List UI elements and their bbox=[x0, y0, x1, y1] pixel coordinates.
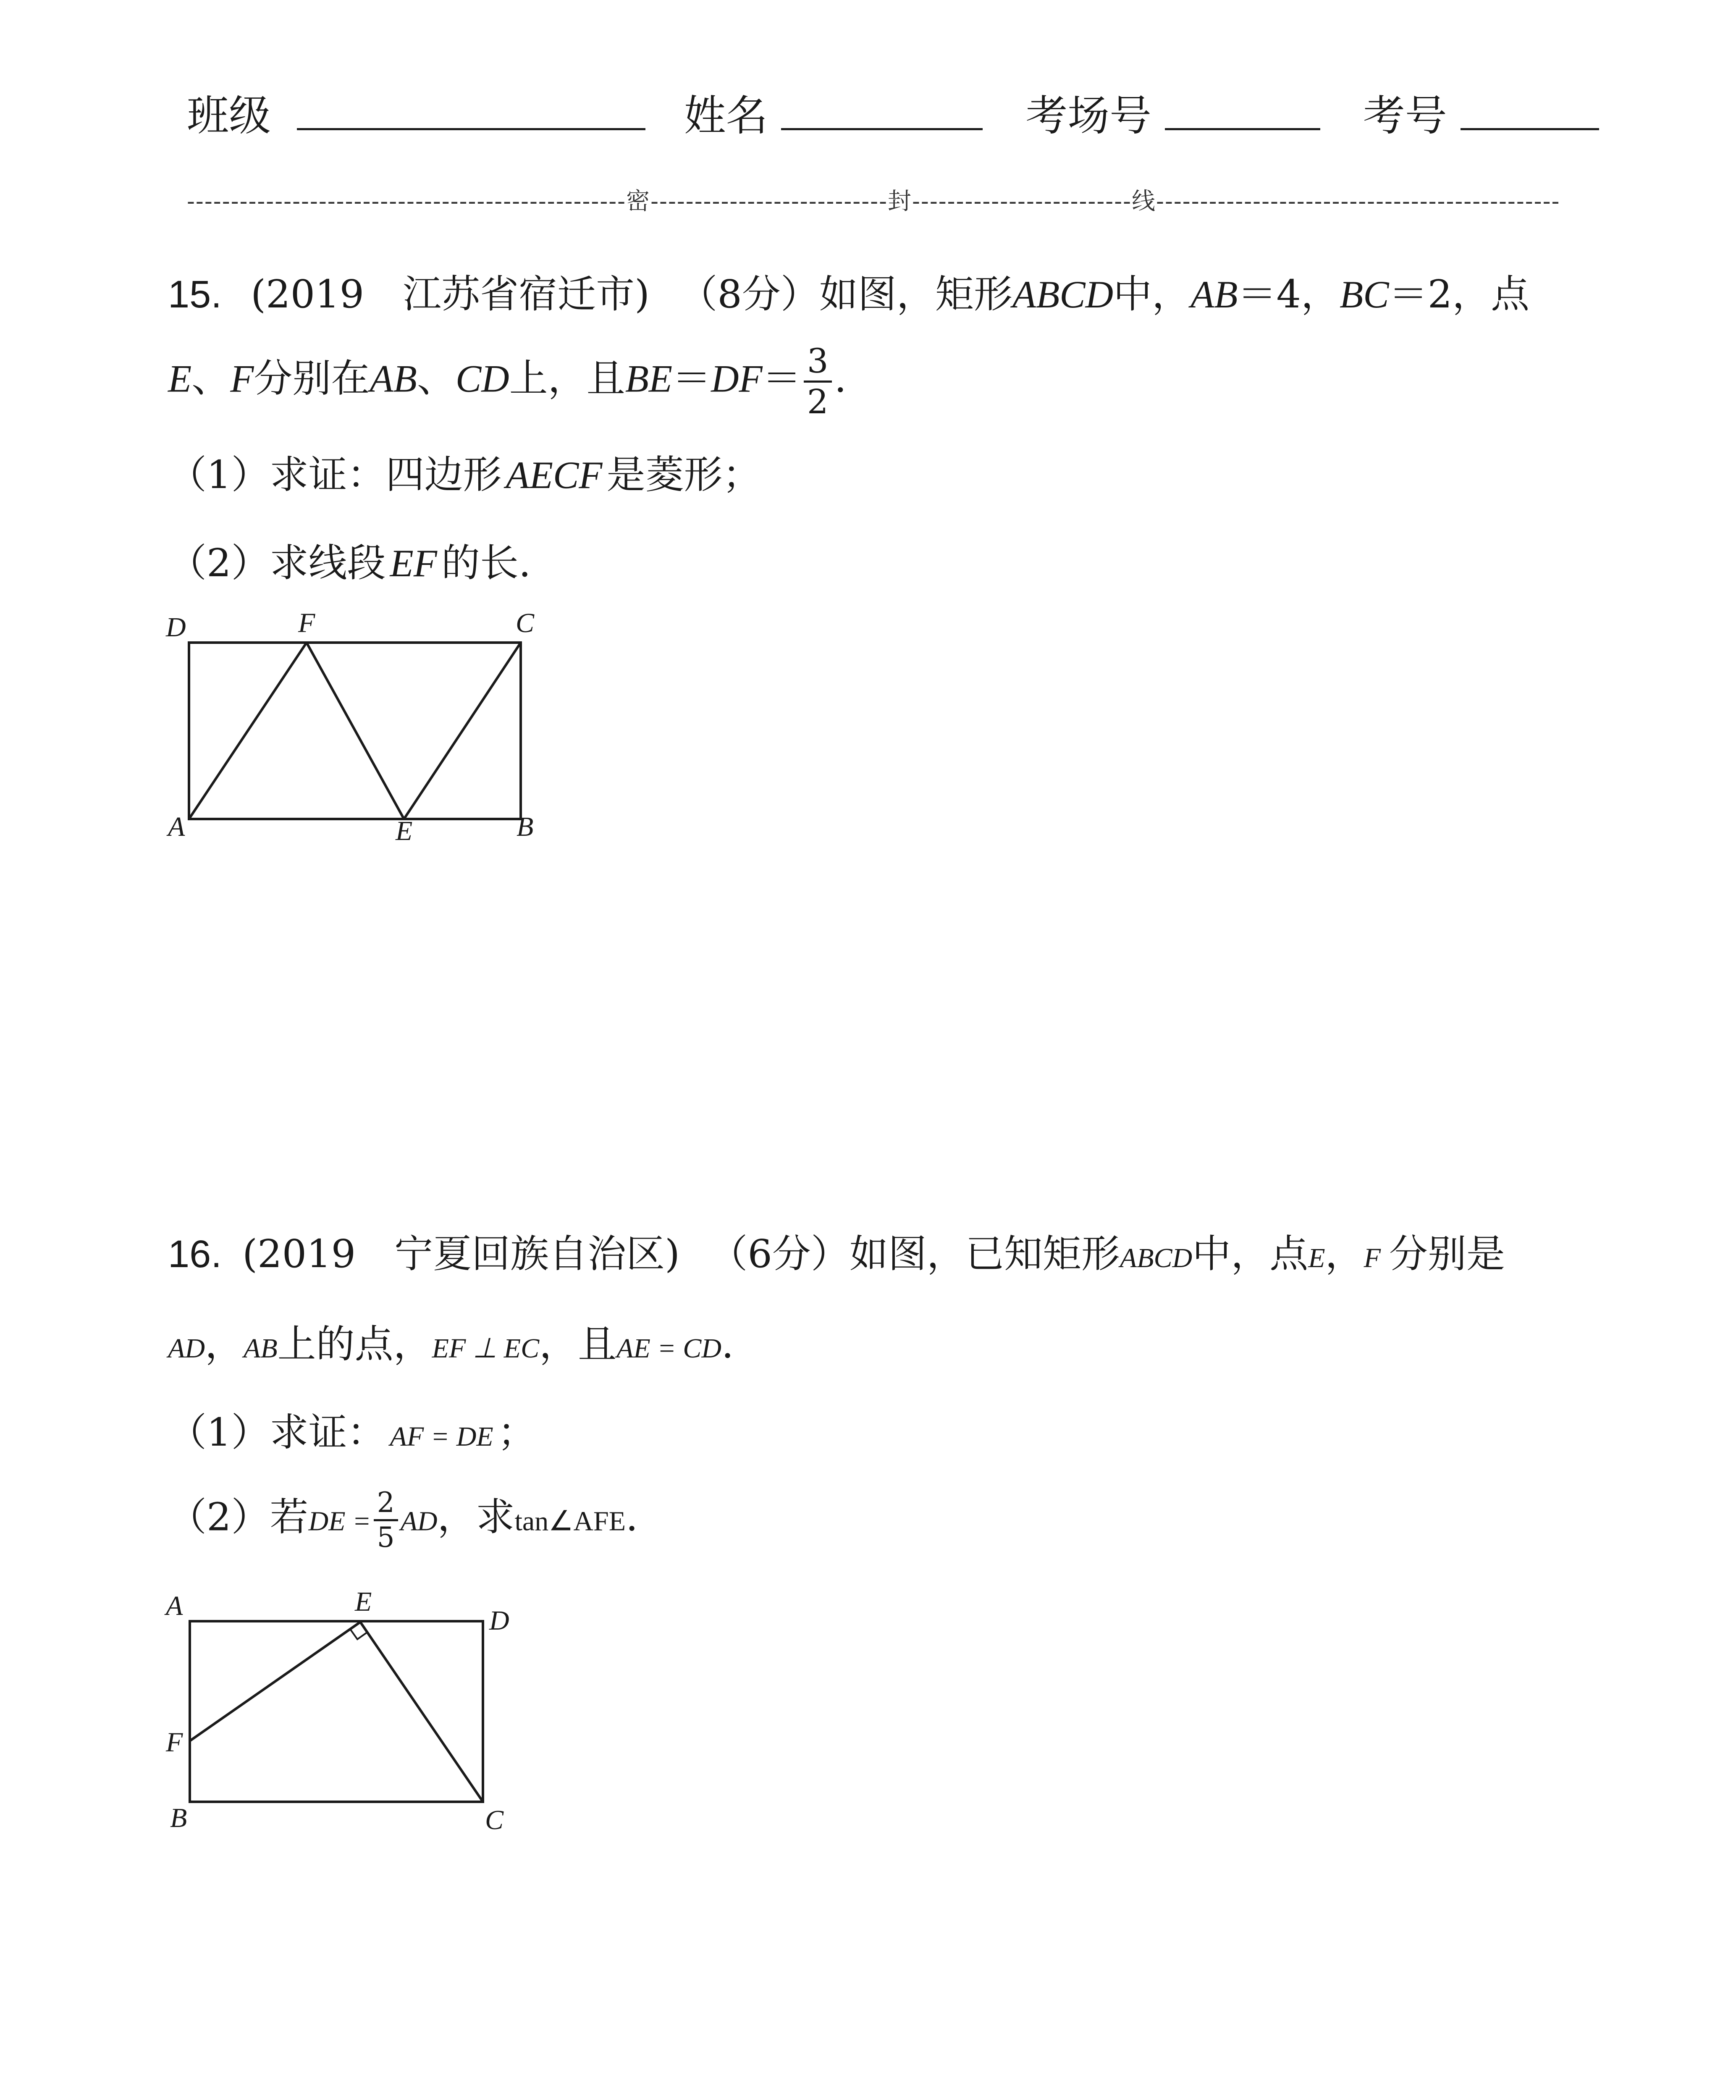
q15-eq1: ＝ bbox=[672, 356, 711, 401]
class-label: 班级 bbox=[187, 91, 271, 140]
q16-part2-end: . bbox=[626, 1494, 638, 1540]
q16-rect-name: ABCD bbox=[1120, 1243, 1193, 1273]
q15-text-b: 上，且 bbox=[509, 356, 625, 401]
q15-number: 15. bbox=[168, 273, 222, 316]
dash-segment-1: -------------------------------------------------- bbox=[187, 188, 627, 215]
q16-line1 bbox=[168, 1231, 1505, 1276]
name-label: 姓名 bbox=[684, 91, 768, 140]
q16-frac-den: 5 bbox=[377, 1521, 395, 1554]
q16-point-f: F bbox=[1364, 1243, 1381, 1273]
q15-period: . bbox=[834, 356, 847, 401]
q15-bc-value: ＝2，点 bbox=[1389, 272, 1530, 317]
q15-line1 bbox=[168, 272, 1530, 317]
q15-ab: AB bbox=[1191, 273, 1238, 316]
q15-part2 bbox=[168, 541, 531, 585]
q16-number: 16. bbox=[168, 1233, 222, 1276]
q16-comma2: ， bbox=[205, 1322, 244, 1367]
q16-line-fe bbox=[190, 1622, 360, 1741]
room-blank bbox=[1165, 88, 1320, 130]
q16-period: . bbox=[721, 1322, 734, 1367]
dash-segment-3: ------------------------- bbox=[912, 188, 1132, 215]
q16-frac-num: 2 bbox=[374, 1489, 398, 1521]
q16-point-e: E bbox=[1308, 1243, 1325, 1273]
q15-source: (2019 江苏省宿迁市) bbox=[251, 272, 650, 317]
q16-label-a: A bbox=[166, 1591, 183, 1621]
q15-line-ec bbox=[404, 643, 521, 819]
q15-figure bbox=[160, 601, 554, 844]
q15-ab-value: ＝4， bbox=[1238, 272, 1340, 317]
q16-label-f: F bbox=[166, 1727, 183, 1758]
q15-sep: 、 bbox=[191, 356, 231, 401]
q16-equality: AE = CD bbox=[616, 1333, 721, 1364]
dash-segment-2: --------------------------- bbox=[650, 188, 888, 215]
q16-label-e: E bbox=[355, 1586, 372, 1617]
q16-part2-ad: AD bbox=[400, 1506, 438, 1537]
q15-part2-label: （2）求线段 bbox=[168, 541, 386, 585]
q16-part1 bbox=[168, 1410, 536, 1455]
q15-text-a: 分别在 bbox=[254, 356, 370, 401]
room-label: 考场号 bbox=[1025, 91, 1152, 140]
q15-frac-num: 3 bbox=[804, 344, 832, 383]
dash-segment-4: ---------------------------------------------- bbox=[1156, 188, 1560, 215]
q16-line2 bbox=[168, 1322, 734, 1367]
seal-line bbox=[187, 183, 1560, 216]
q15-label-f: F bbox=[298, 608, 315, 638]
q15-point-f: F bbox=[230, 357, 254, 400]
q16-part2-tan: tan∠AFE bbox=[514, 1506, 626, 1537]
q16-text-a: 上的点， bbox=[277, 1322, 432, 1367]
q15-rect-name: ABCD bbox=[1012, 273, 1114, 316]
q15-part2-seg: EF bbox=[390, 542, 437, 585]
q15-label-e: E bbox=[396, 816, 413, 844]
q15-bc: BC bbox=[1340, 273, 1389, 316]
seal-mi: 密 bbox=[626, 188, 651, 215]
q16-comma: ， bbox=[1325, 1231, 1364, 1276]
q16-seg-ad: AD bbox=[168, 1333, 205, 1364]
q15-seg-cd: CD bbox=[455, 357, 509, 400]
q16-part1-end: ； bbox=[497, 1410, 536, 1455]
q15-part2-end: 的长. bbox=[441, 541, 531, 585]
q15-part1-shape: AECF bbox=[506, 454, 603, 496]
exam-header bbox=[187, 82, 1599, 142]
q15-label-c: C bbox=[516, 608, 535, 638]
q15-text-mid: 中， bbox=[1113, 272, 1191, 317]
q15-label-a: A bbox=[168, 811, 185, 842]
q16-score: （6分）如图，已知矩形 bbox=[709, 1231, 1120, 1276]
q16-perpendicular: EF ⊥ EC bbox=[432, 1333, 540, 1364]
q16-part1-expr: AF = DE bbox=[390, 1421, 493, 1452]
q15-line-af bbox=[189, 643, 307, 819]
q15-seg-be: BE bbox=[625, 357, 673, 400]
seal-xian: 线 bbox=[1132, 188, 1156, 215]
q15-label-d: D bbox=[166, 612, 186, 643]
q15-score: （8分）如图，矩形 bbox=[679, 272, 1012, 317]
q15-seg-df: DF bbox=[711, 357, 763, 400]
q16-part2-label: （2）若 bbox=[168, 1494, 309, 1540]
number-label: 考号 bbox=[1363, 91, 1447, 140]
q16-label-c: C bbox=[485, 1805, 504, 1835]
q15-line-fe bbox=[307, 643, 404, 819]
name-blank bbox=[781, 88, 983, 130]
q16-part1-label: （1）求证： bbox=[168, 1410, 386, 1455]
q16-part2-mid: ，求 bbox=[437, 1494, 515, 1540]
class-blank bbox=[297, 88, 645, 130]
q15-point-e: E bbox=[168, 357, 192, 400]
q15-eq2: ＝ bbox=[762, 356, 801, 401]
q15-seg-ab: AB bbox=[370, 357, 417, 400]
q16-text-mid: 中，点 bbox=[1192, 1231, 1309, 1276]
q16-fraction bbox=[374, 1486, 398, 1554]
q16-text-b: ，且 bbox=[539, 1322, 617, 1367]
q16-part2 bbox=[168, 1486, 638, 1554]
q16-figure bbox=[160, 1583, 529, 1835]
q16-label-b: B bbox=[170, 1803, 187, 1833]
number-blank bbox=[1461, 88, 1599, 130]
q16-text-end1: 分别是 bbox=[1389, 1231, 1505, 1276]
seal-feng: 封 bbox=[887, 188, 912, 215]
q15-part1-end: 是菱形； bbox=[606, 452, 761, 497]
q16-label-d: D bbox=[489, 1605, 509, 1636]
q16-source: (2019 宁夏回族自治区) bbox=[242, 1231, 680, 1276]
q15-label-b: B bbox=[517, 811, 534, 842]
q15-frac-den: 2 bbox=[807, 382, 829, 421]
q16-seg-ab: AB bbox=[244, 1333, 278, 1364]
q16-line-ec bbox=[360, 1622, 483, 1802]
q15-part1 bbox=[168, 452, 761, 497]
q16-part2-de: DE = bbox=[308, 1506, 371, 1537]
q15-part1-label: （1）求证：四边形 bbox=[168, 452, 502, 497]
q15-line2 bbox=[168, 341, 847, 421]
q15-sep2: 、 bbox=[417, 356, 456, 401]
q15-fraction bbox=[804, 341, 832, 421]
